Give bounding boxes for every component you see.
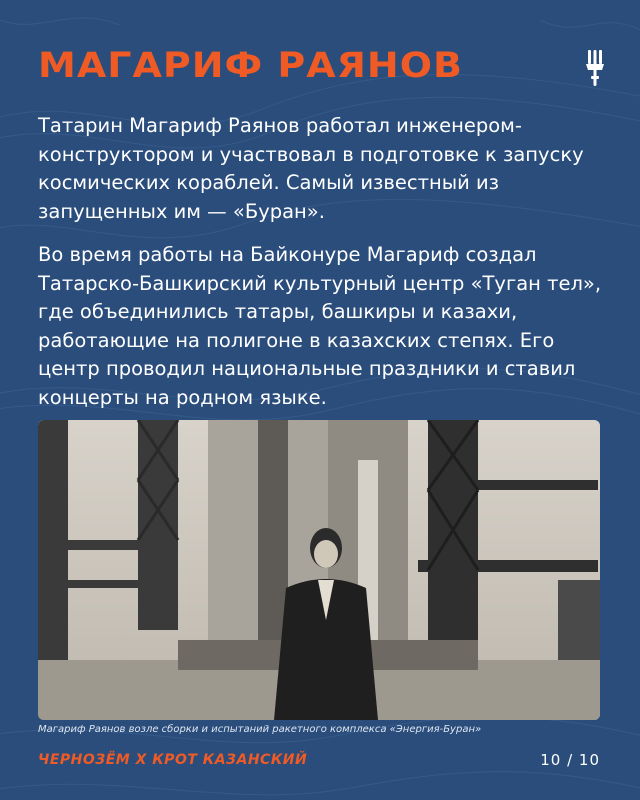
page-title: МАГАРИФ РАЯНОВ xyxy=(38,44,464,86)
paragraph-intro: Татарин Магариф Раянов работал инженером-конструктором и участвовал в подготовке к запуску космических кораблей. Самый известный из запущенных им — «Буран». xyxy=(38,114,584,223)
fork-knife-logo-icon xyxy=(584,48,606,88)
footer-brand: ЧЕРНОЗЁМ Х КРОТ КАЗАНСКИЙ xyxy=(38,752,308,768)
photo-illustration xyxy=(38,420,600,720)
photo-caption: Магариф Раянов возле сборки и испытаний ракетного комплекса «Энергия-Буран» xyxy=(38,724,482,735)
paragraph-baikonur: Во время работы на Байконуре Магариф создал Татарско-Башкирский культурный центр «Туган тел», где объединились татары, башкиры и казахи, работающие на полигоне в казахских степях. Его центр проводил национальные праздники и ставил концерты на родном языке. xyxy=(38,243,602,409)
archival-photo xyxy=(38,420,600,720)
page-counter: 10 / 10 xyxy=(540,751,600,769)
